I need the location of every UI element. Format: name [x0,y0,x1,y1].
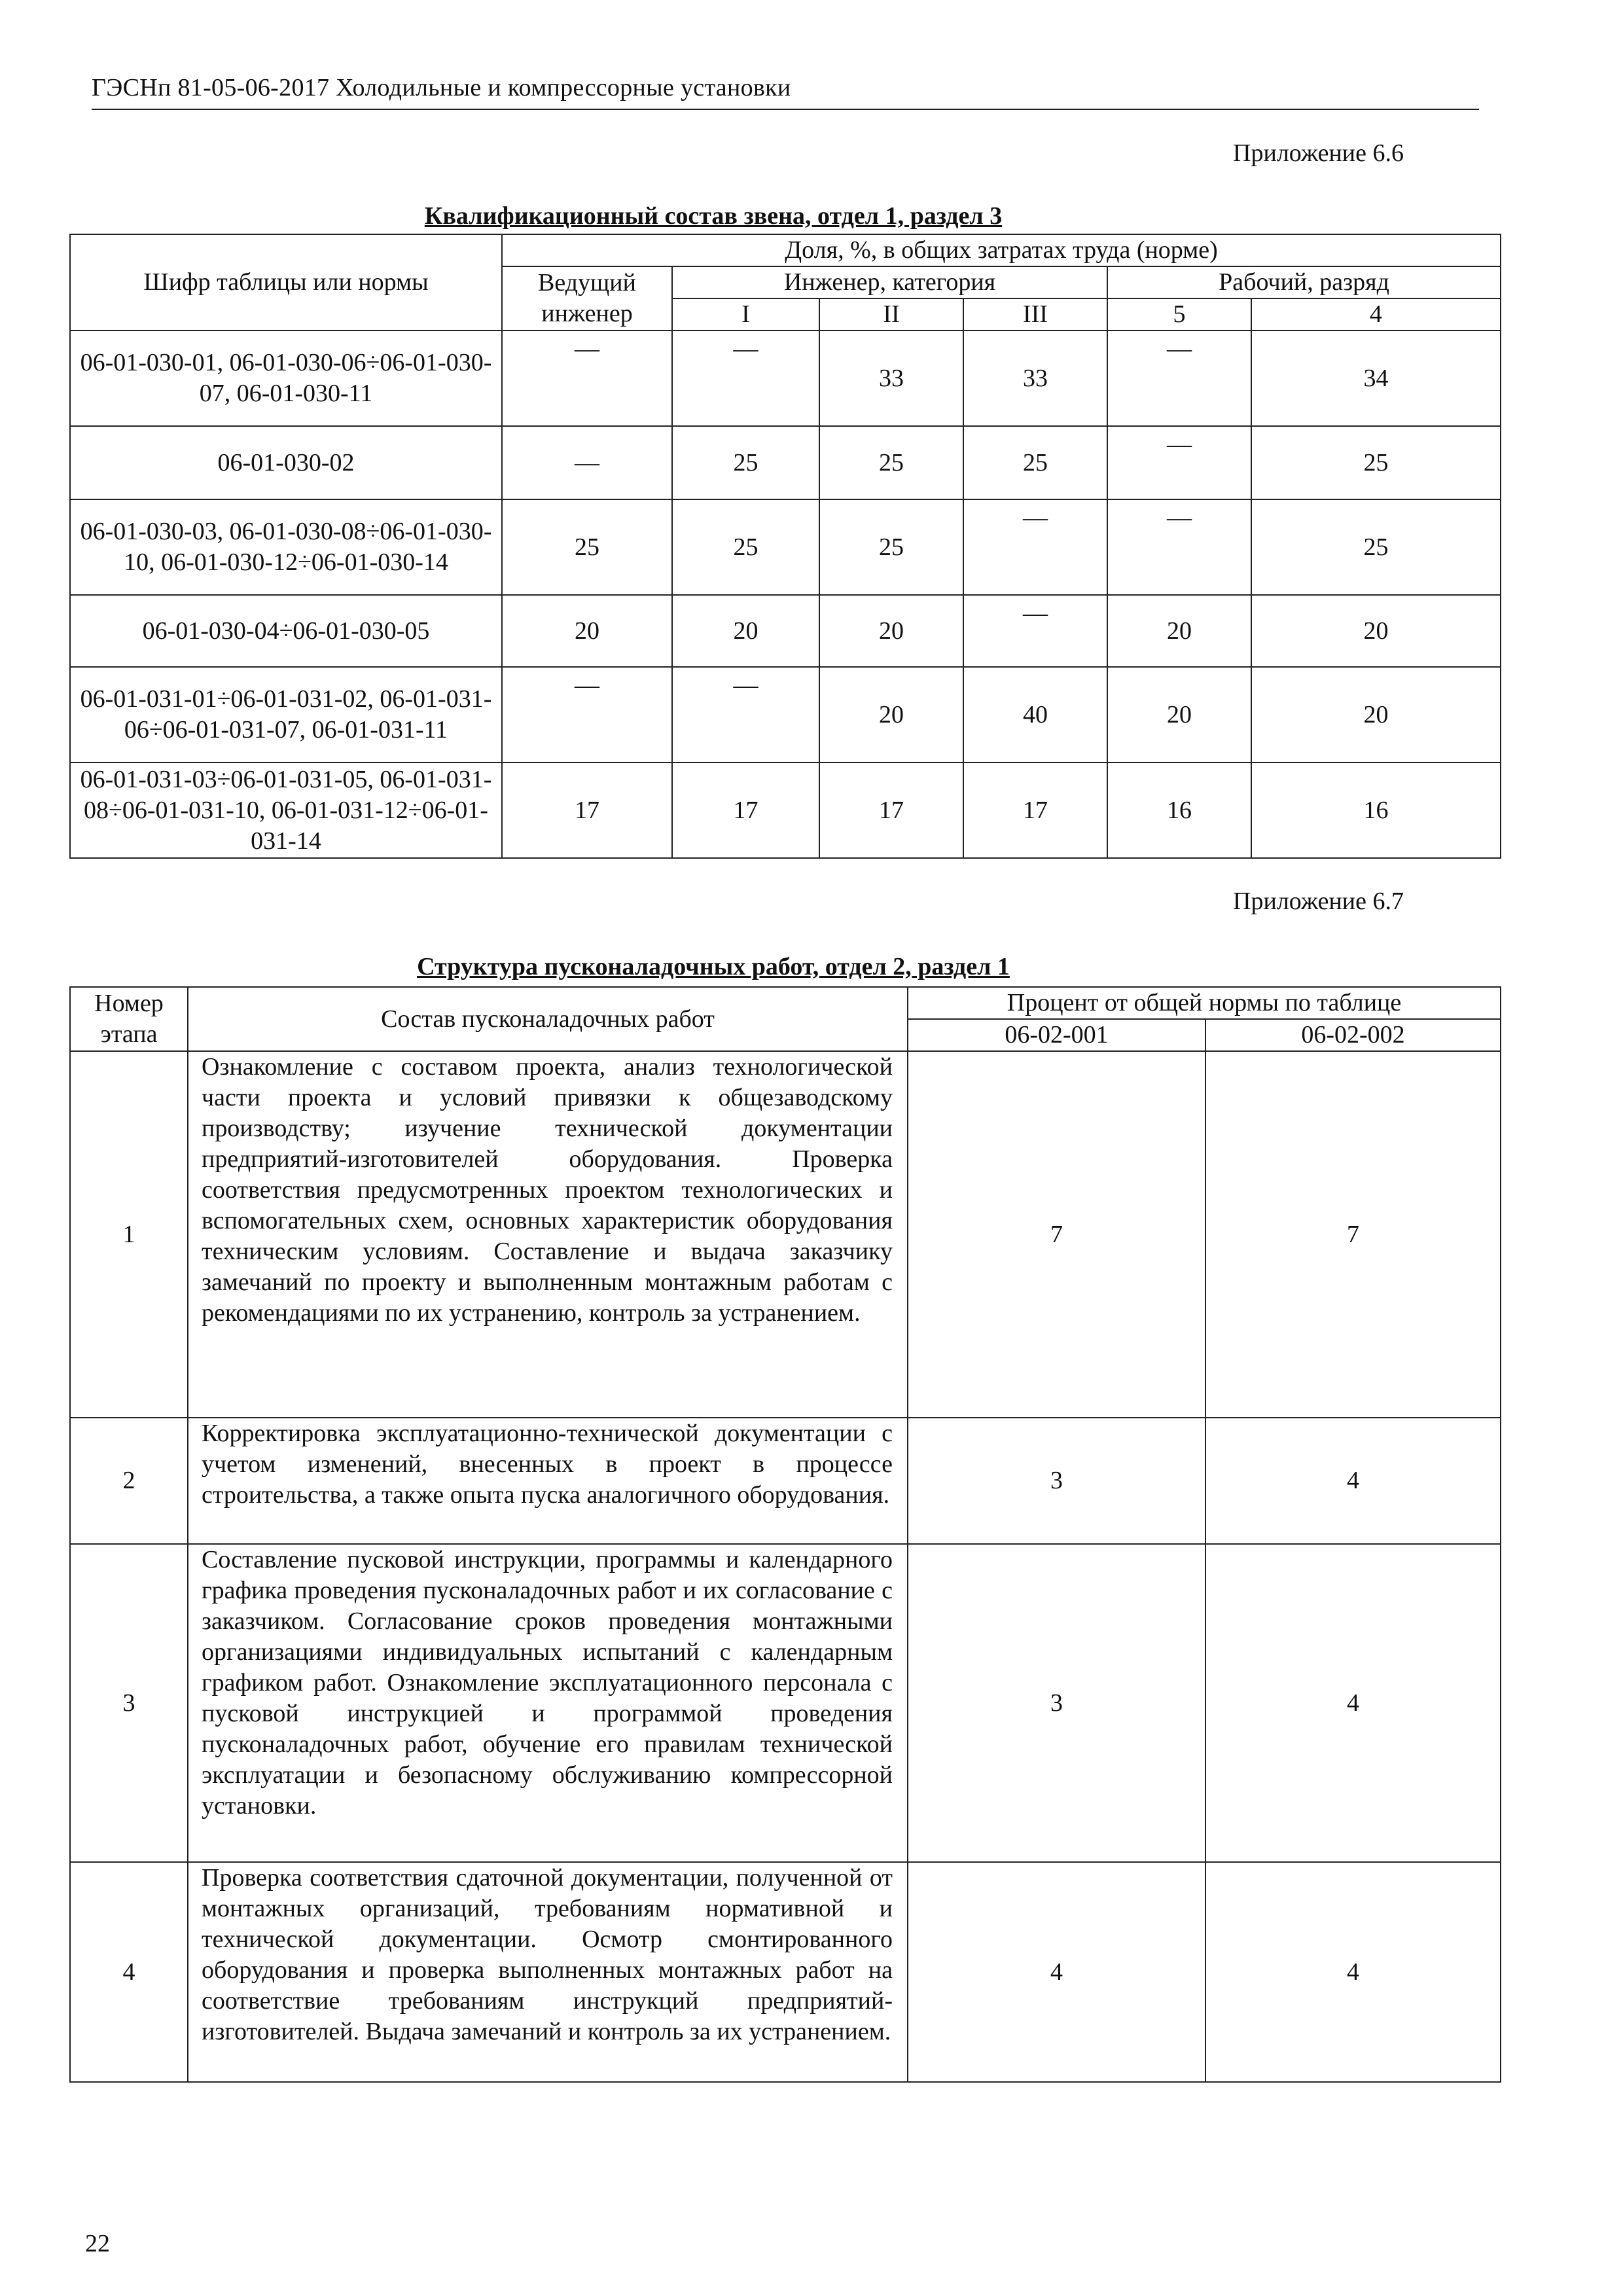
cell-value: — [672,331,819,426]
header-col-06-02-002: 06-02-002 [1205,1019,1501,1051]
header-engineer-category: Инженер, категория [672,266,1107,298]
cell-value: 20 [1107,667,1251,762]
percent-06-02-002: 4 [1205,1544,1501,1862]
stage-number: 1 [70,1051,188,1418]
percent-06-02-002: 4 [1205,1418,1501,1544]
table-row [70,1544,1501,1862]
cell-value: 17 [672,762,819,858]
table-row [70,426,1501,499]
percent-06-02-002: 7 [1205,1051,1501,1418]
cell-value: 25 [1251,499,1501,595]
table-row [70,1051,1501,1418]
header-lead-engineer: Ведущий инженер [502,266,672,331]
cell-value: — [672,667,819,762]
table-row [70,499,1501,595]
header-cat-2: II [819,298,963,331]
document-header-title: ГЭСНп 81-05-06-2017 Холодильные и компрессорные установки [92,74,791,101]
cell-value: 20 [1251,595,1501,667]
row-code: 06-01-030-01, 06-01-030-06÷06-01-030-07, 06-01-030-11 [70,331,502,426]
stage-description: Ознакомление с составом проекта, анализ технологической части проекта и условий привязки к общезаводскому производству; изучение технической документации предприятий-изготовителей оборудования. Проверка соответствия предусмотренных проектом технологических и вспомогательных схем, основных характеристик оборудования техническим условиям. Составление и выдача заказчику замечаний по проекту и выполненным монтажным работам с рекомендациями по их устранению, контроль за устранением. [188,1051,908,1418]
row-code: 06-01-030-03, 06-01-030-08÷06-01-030-10, 06-01-030-12÷06-01-030-14 [70,499,502,595]
cell-value: 17 [502,762,672,858]
cell-value: — [502,426,672,499]
cell-value: 17 [963,762,1107,858]
cell-value: 20 [502,595,672,667]
row-code: 06-01-030-04÷06-01-030-05 [70,595,502,667]
stage-description: Корректировка эксплуатационно-технической документации с учетом изменений, внесенных в проект в процессе строительства, а также опыта пуска аналогичного оборудования. [188,1418,908,1544]
header-grade-4: 4 [1251,298,1501,331]
header-stage-no: Номер этапа [70,987,188,1051]
stage-number: 4 [70,1862,188,2082]
row-code: 06-01-031-03÷06-01-031-05, 06-01-031-08÷06-01-031-10, 06-01-031-12÷06-01-031-14 [70,762,502,858]
cell-value: — [963,499,1107,595]
page-number: 22 [85,2230,110,2257]
cell-value: — [963,595,1107,667]
table-row [70,667,1501,762]
stage-number: 3 [70,1544,188,1862]
percent-06-02-001: 4 [908,1862,1205,2082]
row-code: 06-01-031-01÷06-01-031-02, 06-01-031-06÷06-01-031-07, 06-01-031-11 [70,667,502,762]
cell-value: 25 [672,426,819,499]
cell-value: — [1107,331,1251,426]
cell-value: 16 [1107,762,1251,858]
percent-06-02-001: 3 [908,1544,1205,1862]
cell-value: 20 [819,667,963,762]
table2-caption: Структура пусконаладочных работ, отдел 2, раздел 1 [417,953,1010,980]
table-row [70,762,1501,858]
header-cat-3: III [963,298,1107,331]
percent-06-02-001: 7 [908,1051,1205,1418]
appendix-label-6-6: Приложение 6.6 [1233,139,1404,167]
percent-06-02-001: 3 [908,1418,1205,1544]
cell-value: — [1107,426,1251,499]
header-rule [92,109,1479,110]
header-share: Доля, %, в общих затратах труда (норме) [502,234,1501,266]
cell-value: 17 [819,762,963,858]
cell-value: — [502,331,672,426]
cell-value: 20 [672,595,819,667]
stage-description: Составление пусковой инструкции, программы и календарного графика проведения пусконаладочных работ и их согласование с заказчиком. Согласование сроков проведения монтажными организациями индивидуальных испытаний с календарным графиком работ. Ознакомление эксплуатационного персонала с пусковой инструкцией и программой проведения пусконаладочных работ, обучение его правилам технической эксплуатации и безопасному обслуживанию компрессорной установки. [188,1544,908,1862]
table-row [70,1418,1501,1544]
cell-value: — [502,667,672,762]
table1-caption: Квалификационный состав звена, отдел 1, раздел 3 [424,202,1003,230]
stage-description: Проверка соответствия сдаточной документации, полученной от монтажных организаций, требованиям нормативной и технической документации. Осмотр смонтированного оборудования и проверка выполненных монтажных работ на соответствие требованиям инструкций предприятий-изготовителей. Выдача замечаний и контроль за их устранением. [188,1862,908,2082]
header-grade-5: 5 [1107,298,1251,331]
table-row [70,331,1501,426]
commissioning-structure-table [69,986,1501,2083]
cell-value: 25 [672,499,819,595]
header-col-06-02-001: 06-02-001 [908,1019,1205,1051]
qualification-table [69,234,1501,859]
cell-value: 25 [819,426,963,499]
cell-value: 25 [819,499,963,595]
stage-number: 2 [70,1418,188,1544]
table-row [70,595,1501,667]
cell-value: 20 [1251,667,1501,762]
percent-06-02-002: 4 [1205,1862,1501,2082]
cell-value: 34 [1251,331,1501,426]
cell-value: 20 [1107,595,1251,667]
appendix-label-6-7: Приложение 6.7 [1233,888,1404,915]
row-code: 06-01-030-02 [70,426,502,499]
cell-value: — [1107,499,1251,595]
cell-value: 25 [963,426,1107,499]
cell-value: 20 [819,595,963,667]
cell-value: 25 [1251,426,1501,499]
cell-value: 33 [819,331,963,426]
cell-value: 25 [502,499,672,595]
header-percent: Процент от общей нормы по таблице [908,987,1501,1019]
cell-value: 16 [1251,762,1501,858]
table-row [70,1862,1501,2082]
header-worker-grade: Рабочий, разряд [1107,266,1501,298]
header-code: Шифр таблицы или нормы [70,234,502,331]
cell-value: 40 [963,667,1107,762]
header-composition: Состав пусконаладочных работ [188,987,908,1051]
cell-value: 33 [963,331,1107,426]
header-cat-1: I [672,298,819,331]
